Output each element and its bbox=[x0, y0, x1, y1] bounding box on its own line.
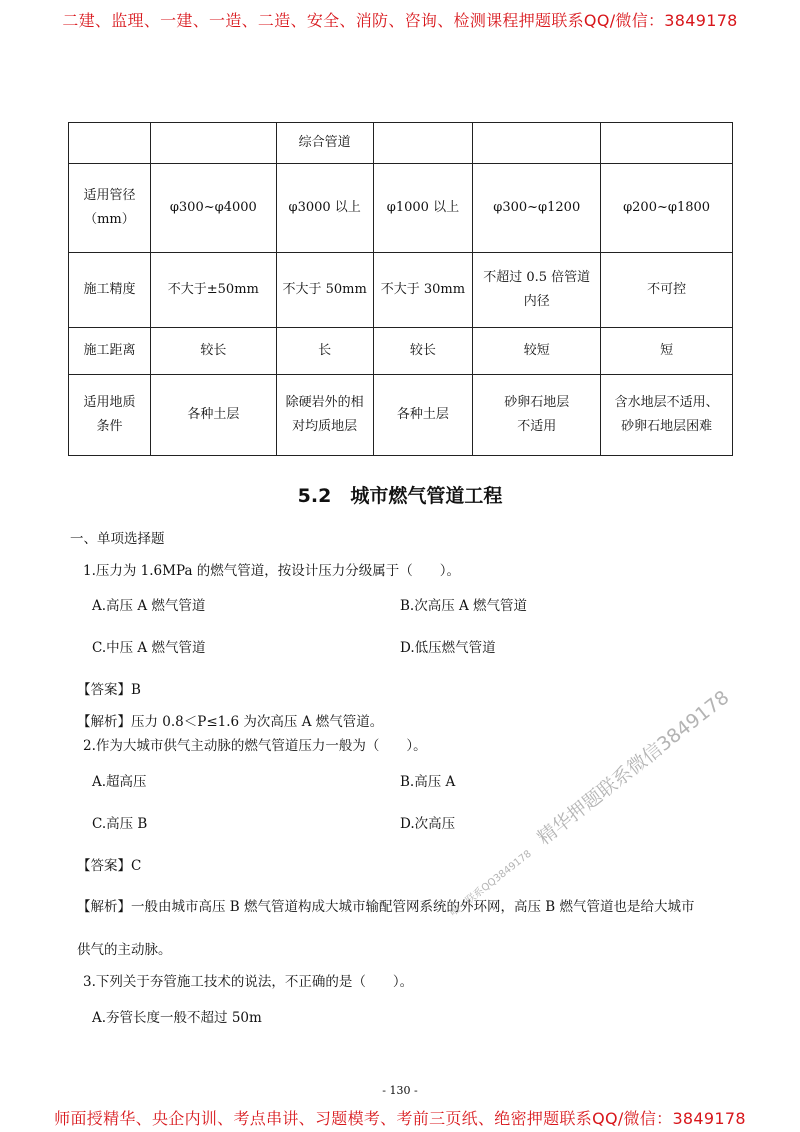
table-cell: φ200~φ1800 bbox=[601, 164, 733, 253]
question-2-option-b: B.高压 A bbox=[400, 774, 456, 790]
question-1-option-a: A.高压 A 燃气管道 bbox=[92, 598, 206, 614]
table-cell: 各种土层 bbox=[373, 375, 473, 456]
question-2-stem: 2.作为大城市供气主动脉的燃气管道压力一般为（ ）。 bbox=[83, 738, 427, 754]
section-title: 5.2 城市燃气管道工程 bbox=[297, 485, 503, 507]
table-row bbox=[69, 253, 733, 328]
question-1-analysis: 【解析】压力 0.8＜P≤1.6 为次高压 A 燃气管道。 bbox=[77, 714, 384, 730]
table-cell bbox=[150, 123, 276, 164]
question-2-answer: 【答案】C bbox=[77, 858, 142, 874]
table-row bbox=[69, 164, 733, 253]
question-3-stem: 3.下列关于夯管施工技术的说法，不正确的是（ ）。 bbox=[83, 974, 414, 990]
table-cell: 较长 bbox=[150, 328, 276, 375]
table-cell: 施工精度 bbox=[69, 253, 151, 328]
table-cell bbox=[601, 123, 733, 164]
question-2-analysis: 【解析】一般由城市高压 B 燃气管道构成大城市输配管网系统的外环网，高压 B 燃气管道也是给大城市 bbox=[77, 899, 695, 915]
table-cell: φ1000 以上 bbox=[373, 164, 473, 253]
table-cell: 不大于±50mm bbox=[150, 253, 276, 328]
question-1-option-c: C.中压 A 燃气管道 bbox=[92, 640, 206, 656]
comparison-table bbox=[68, 122, 733, 456]
watermark bbox=[440, 683, 734, 921]
table-cell: 除硬岩外的相 对均质地层 bbox=[276, 375, 373, 456]
table-cell: 长 bbox=[276, 328, 373, 375]
table-cell: 适用管径 （mm） bbox=[69, 164, 151, 253]
table-cell bbox=[69, 123, 151, 164]
table-cell: 综合管道 bbox=[276, 123, 373, 164]
top-banner: 二建、监理、一建、一造、二造、安全、消防、咨询、检测课程押题联系QQ/微信：3849178 bbox=[62, 11, 738, 30]
table-cell: 各种土层 bbox=[150, 375, 276, 456]
table-cell: 适用地质 条件 bbox=[69, 375, 151, 456]
watermark-small: 唯一联系QQ3849178 bbox=[448, 848, 534, 919]
table-cell: 含水地层不适用、 砂卵石地层困难 bbox=[601, 375, 733, 456]
page-number: - 130 - bbox=[382, 1084, 418, 1097]
question-2-analysis-cont: 供气的主动脉。 bbox=[77, 942, 172, 958]
question-1-answer: 【答案】B bbox=[77, 682, 141, 698]
question-1-stem: 1.压力为 1.6MPa 的燃气管道，按设计压力分级属于（ ）。 bbox=[83, 563, 461, 579]
table-cell: 短 bbox=[601, 328, 733, 375]
question-1-option-b: B.次高压 A 燃气管道 bbox=[400, 598, 528, 614]
bottom-banner: 师面授精华、央企内训、考点串讲、习题模考、考前三页纸、绝密押题联系QQ/微信：3849178 bbox=[54, 1109, 746, 1128]
table-cell: 不大于 50mm bbox=[276, 253, 373, 328]
table-cell: φ300~φ4000 bbox=[150, 164, 276, 253]
table-cell: 不可控 bbox=[601, 253, 733, 328]
table-cell: 施工距离 bbox=[69, 328, 151, 375]
question-2-option-d: D.次高压 bbox=[400, 816, 456, 832]
question-3-option-a: A.夯管长度一般不超过 50m bbox=[92, 1010, 262, 1026]
table-row bbox=[69, 123, 733, 164]
table-cell bbox=[373, 123, 473, 164]
table-cell: 不大于 30mm bbox=[373, 253, 473, 328]
table-cell: 砂卵石地层 不适用 bbox=[473, 375, 601, 456]
question-2-option-c: C.高压 B bbox=[92, 816, 148, 832]
table-cell: φ3000 以上 bbox=[276, 164, 373, 253]
table-cell: 不超过 0.5 倍管道 内径 bbox=[473, 253, 601, 328]
table-row bbox=[69, 328, 733, 375]
question-type-heading: 一、单项选择题 bbox=[70, 531, 165, 547]
table-cell: 较长 bbox=[373, 328, 473, 375]
question-1-option-d: D.低压燃气管道 bbox=[400, 640, 496, 656]
question-2-option-a: A.超高压 bbox=[92, 774, 147, 790]
table-cell bbox=[473, 123, 601, 164]
table-row bbox=[69, 375, 733, 456]
watermark-big: 精华押题联系微信3849178 bbox=[533, 686, 734, 850]
table-cell: φ300~φ1200 bbox=[473, 164, 601, 253]
table-cell: 较短 bbox=[473, 328, 601, 375]
